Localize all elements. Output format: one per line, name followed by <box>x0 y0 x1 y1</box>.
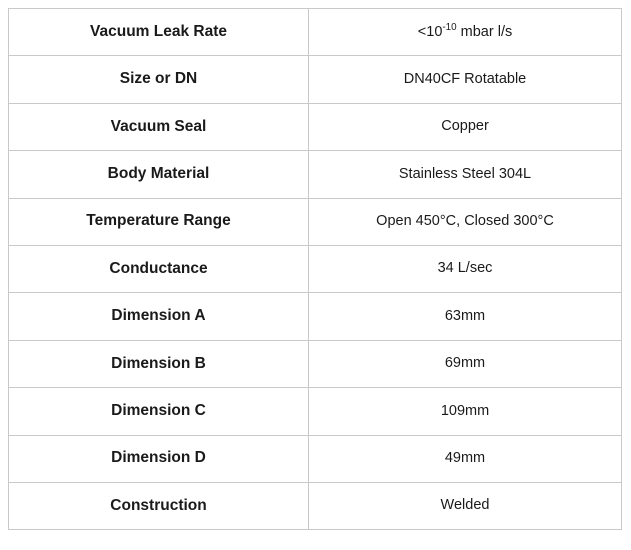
table-row <box>9 198 622 245</box>
row-value-suffix: mbar l/s <box>456 23 513 40</box>
row-value: 34 L/sec <box>309 245 622 292</box>
row-value <box>309 9 622 56</box>
row-value: Stainless Steel 304L <box>309 151 622 198</box>
table-row <box>9 245 622 292</box>
row-label: Conductance <box>9 245 309 292</box>
table-row <box>9 388 622 435</box>
row-label: Body Material <box>9 151 309 198</box>
row-value: 109mm <box>309 388 622 435</box>
row-label: Temperature Range <box>9 198 309 245</box>
table-row <box>9 9 622 56</box>
row-label: Construction <box>9 482 309 529</box>
row-label: Dimension C <box>9 388 309 435</box>
table-row <box>9 435 622 482</box>
row-value: DN40CF Rotatable <box>309 56 622 103</box>
table-row <box>9 293 622 340</box>
row-label: Dimension D <box>9 435 309 482</box>
table-row <box>9 103 622 150</box>
row-value: Welded <box>309 482 622 529</box>
specifications-table <box>8 8 622 530</box>
row-value-exponent: -10 <box>442 21 457 33</box>
row-label: Size or DN <box>9 56 309 103</box>
row-value-prefix: <10 <box>417 23 443 40</box>
row-label: Vacuum Seal <box>9 103 309 150</box>
table-row <box>9 340 622 387</box>
row-value: Open 450°C, Closed 300°C <box>309 198 622 245</box>
table-row <box>9 56 622 103</box>
table-row <box>9 151 622 198</box>
row-value: 49mm <box>309 435 622 482</box>
row-label: Dimension B <box>9 340 309 387</box>
row-value: 69mm <box>309 340 622 387</box>
row-label: Dimension A <box>9 293 309 340</box>
table-row <box>9 482 622 529</box>
row-value: Copper <box>309 103 622 150</box>
row-label: Vacuum Leak Rate <box>9 9 309 56</box>
row-value: 63mm <box>309 293 622 340</box>
